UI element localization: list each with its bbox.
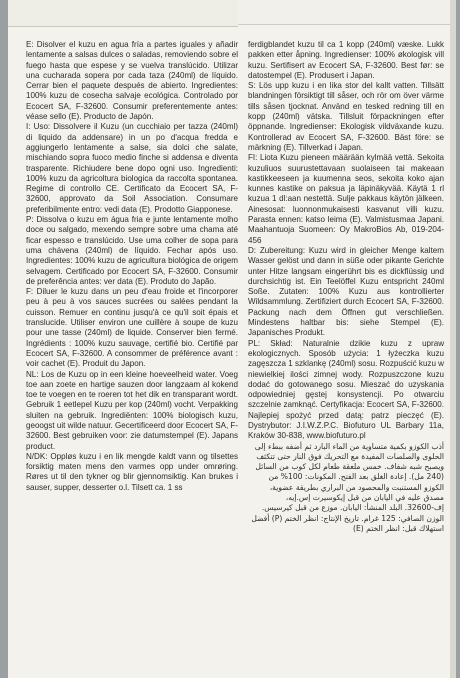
box-edge: [450, 0, 456, 678]
instructions-pt: P: Dissolva o kuzu em água fria e junte lentamente molho doce ou salgado, mexendo sempre sobre uma chama até ficar espesso e translúcido. Use uma colher de sopa para uma chávena (240ml) de líquido. Fechar após uso. Ingredientes: 100% kuzu de agricultura biológica de origem selvagem. Certificado por Ecocert SA, F-32600. Consumir de preferência antes: ver data (E). Produto do Japão.: [26, 215, 241, 286]
instructions-column-left: [26, 40, 241, 493]
box-flap-right: [238, 0, 456, 25]
instructions-column-right: [248, 40, 447, 534]
instructions-es: E: Disolver el kuzu en agua fría a partes iguales y añadir lentamente a salsas dulces o saladas, removiendo sobre el fuego hasta que espese y se vuelva translúcido. Utilizar una cucharada sopera por cada taza (240ml) de líquido. Cerrar bien el paquete después de abierto. Ingredientes: 100% kuzu de cosecha salvaje ecológica. Controlado por Ecocert SA, F-32600. Consumir preferentemente antes: véase sello (E). Producto de Japón.: [26, 40, 241, 122]
box-flap-left: [8, 0, 238, 27]
instructions-fr: F: Diluer le kuzu dans un peu d'eau froide et l'incorporer peu à peu à vos sauces sucrées ou salées pendant la cuisson. Remuer en continu jusqu'à ce qu'il soit épais et translucide. Utiliser environ une cuillère à soupe de kuzu pour une tasse (240ml) de liquide. Conserver bien fermé. Ingrédients : 100% kuzu sauvage, certifié bio. Certifié par Ecocert SA, F-32600. A consommer de préférence avant : voir cachet (E). Produit du Japon.: [26, 287, 241, 369]
instructions-it: I: Uso: Dissolvere il Kuzu (un cucchiaio per tazza (240ml) di liquido da addensare) in un po d'acqua fredda e aggiungerlo lentamente a salse, sia dolci che salate, mischiando sopra fuoco medio finche si addensa e diventa trasparente. Richiudere bene dopo ogni uso. Ingredienti: 100% kuzu da agricoltura biologica da raccolta spontanea. Regime di controllo CE. Certificato da Ecocert SA, F-32600, approvato da Soil Association. Consumare preferibilmente entro: vedi data (E). Prodotto Giapponese.: [26, 122, 241, 214]
instructions-fi: FI: Liota Kuzu pieneen määrään kylmää vettä. Sekoita kuzuliuos suurustettavaan suolaiseen tai makeaan kastikkeeseen ja kuumenna seos, sekoita koko ajan kunnes kastike on paksua ja läpinäkyvää. Käytä 1 rl kuzua 1 dl:aan nestettä. Sulje pakkaus käytön jälkeen. Ainesosat: luonnonmukaisesti kasvanut villi kuzu. Parasta ennen: katso leima (E). Valmistusmaa Japani. Maahantuoja Suomeen: Oy MakroBios Ab, 019-204-456: [248, 153, 447, 245]
instructions-pl: PL: Skład: Naturalnie dzikie kuzu z upraw ekologicznych. Sposób użycia: 1 łyżeczka kuzu zagęszcza 1 szklankę (240ml) sosu. Rozpuścić kuzu w niewielkiej ilości zimnej wody. Rozpuszczone kuzu dodać do gotowanego sosu. Mieszać do uzyskania odpowiedniej gęstej konsystencji. Po otwarciu szczelnie zamknąć. Certyfikacja: Ecocert SA, F-32600. Najlepiej spożyć przed datą: patrz pieczęć (E). Dystrybutor: J.I.W.Z.P.C. Biofuturo UL Barbary 11a, Kraków 30-838, www.biofuturo.pl: [248, 338, 447, 441]
instructions-de: D: Zubereitung: Kuzu wird in gleicher Menge kaltem Wasser gelöst und dann in süße oder pikante Gerichte unter Hitze langsam eingerührt bis es dickflüssig und durchsichtig ist. Ein Teelöffel Kuzu entspricht 240ml Soße. Zutaten: 100% Kuzu aus kontrollierter Wildsammlung. Zertifiziert durch Ecocert SA, F-32600. Packung nach dem Öffnen gut verschließen. Mindestens haltbar bis: siehe Stempel (E). Japanisches Produkt.: [248, 245, 447, 338]
package-panel: [8, 0, 456, 678]
instructions-no-dk: N/DK: Oppløs kuzu i en lik mengde kaldt vann og tilsettes forsiktig maten mens den varmes opp under omrøring. Røres ut til den tykner og blir gjennomsiktig. Kan brukes i sauser, supper, desserter o.l. Tilsett ca. 1 ss: [26, 451, 241, 492]
instructions-sv: S: Lös upp kuzu i en lika stor del kallt vatten. Tillsätt blandningen försiktigt till såser, och rör om över värme tills såsen tjocknat. Använd en tesked redning till en kopp (240ml) vätska. Tillsluit förpackningen efter öppnande. Ingredienser: Ekologisk vildväxande kuzu. Kontrollerad av Ecocert SA, F-32600. Bäst före: se märkning (E). Tillverkad i Japan.: [248, 81, 447, 152]
instructions-no-continued: ferdigblandet kuzu til ca 1 kopp (240ml) væske. Lukk pakken etter åpning. Ingredienser: 100% økologisk vill kuzu. Sertifisert av Ecocert SA, F-32600. Best før: se datostempel (E). Produsert i Japan.: [248, 40, 447, 80]
instructions-nl: NL: Los de Kuzu op in een kleine hoeveelheid water. Voeg toe aan zoete en hartige sauzen door langzaam al kokend toe te voegen en te roeren tot het dik en transparant wordt. Gebruik 1 eetlepel Kuzu per kop (240ml) vocht. Verpakking sluiten na gebruik. Ingrediënten: 100% biologisch kuzu, geoogst uit wilde natuur. Gecertificeerd door Ecocert SA, F-32600. Best gebruiken voor: zie datumstempel (E). Japans product.: [26, 369, 241, 451]
instructions-ar: أذب الكوزو بكمية متساوية من الماء البارد ثم أضفه ببطء إلى الحلوى والصلصات المفيدة مع التحريك فوق النار حتى تتكثف ويصبح شبه شفاف. خمس ملعقة طعام لكل كوب من السائل (240 مل). إعادة الغلق بعد الفتح. المكونات: 100% من الكوزو المستنبت والمحصود من البراري بطريقة عضوية، مصدق عليه في اليابان من قبل إيكوسيرت إس.إيه، إف-32600. البلد المنشأ: اليابان. موزع من قبل كيرسيس. الوزن الصافي: 125 غرام. تاريخ الإنتاج: انظر الختم (P) أفضل استهلاك قبل: انظر الختم (E): [248, 441, 444, 533]
